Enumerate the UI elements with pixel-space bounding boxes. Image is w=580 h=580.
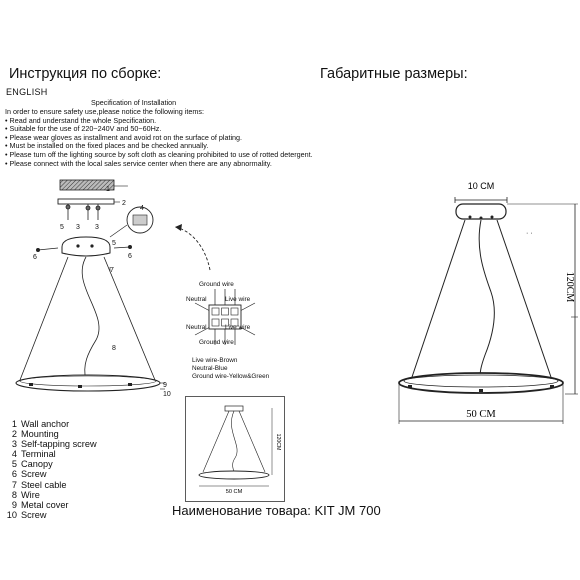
mounting-screws	[66, 204, 100, 220]
power-wire	[82, 257, 99, 380]
callout-1: 1	[106, 186, 110, 193]
spec-line: • Suitable for the use of 220~240V and 50~60Hz.	[5, 124, 162, 134]
wire-legend-line: Ground wire-Yellow&Green	[192, 373, 270, 380]
spec-line: • Read and understand the whole Specification.	[5, 115, 157, 125]
steel-cable-right	[104, 257, 155, 380]
spec-line: • Must be installed on the fixed places and be checked annually.	[5, 141, 209, 151]
callout-8: 8	[112, 345, 116, 352]
wire-legend-line: Live wire-Brown	[192, 357, 238, 364]
parts-item: 3 Self-tapping screw	[11, 439, 97, 450]
height-label: 120CM	[564, 271, 575, 303]
parts-item: 8 Wire	[11, 489, 40, 500]
direction-arrow	[175, 227, 210, 270]
english-label: ENGLISH	[6, 87, 48, 97]
product-name: Наименование товара: KIT JM 700	[172, 503, 381, 518]
ring-width-label: 50 CM	[466, 409, 496, 420]
wire-legend-line: Neutral-Blue	[192, 365, 228, 372]
callout-2: 2	[122, 200, 126, 207]
callout-6b: 6	[128, 253, 132, 260]
parts-item: 1 Wall anchor	[11, 419, 70, 429]
small-width-label: 50 CM	[225, 489, 243, 495]
small-dimension-diagram	[185, 396, 285, 502]
callout-4: 4	[140, 205, 144, 212]
dimensions-heading: Габаритные размеры:	[320, 66, 468, 82]
wire	[479, 220, 494, 380]
wire-legend	[192, 357, 269, 381]
callout-5: 5	[112, 240, 116, 247]
parts-list	[3, 419, 97, 520]
parts-item: 6 Screw	[11, 469, 47, 480]
steel-cable-left	[20, 257, 68, 380]
svg-text:· ·: · ·	[526, 230, 533, 237]
canopy-width-label: 10 CM	[467, 181, 495, 191]
spec-line: In order to ensure safety use,please notice the following items:	[5, 107, 204, 116]
callout-7: 7	[110, 267, 114, 274]
neutral-bottom-label: Neutral	[186, 324, 207, 331]
parts-item: 10 Screw	[6, 509, 47, 520]
parts-item: 5 Canopy	[11, 459, 53, 470]
parts-item: 2 Mounting	[11, 429, 59, 440]
live-wire-bottom-label: Live wire	[225, 324, 251, 331]
dimension-diagram	[395, 180, 580, 430]
spec-line: • Please wear gloves as installment and avoid rot on the surface of plating.	[5, 132, 243, 142]
cable-left	[411, 220, 465, 380]
callout-3: 3	[76, 224, 80, 231]
parts-item: 7 Steel cable	[11, 479, 67, 490]
ground-wire-top-label: Ground wire	[199, 281, 234, 288]
cable-right	[497, 220, 552, 380]
canopy-shape	[62, 237, 110, 256]
callout-6: 6	[33, 254, 37, 261]
callout-10: 10	[163, 391, 171, 398]
spec-line: • Please connect with the local sales service center when there are any abnormality.	[5, 158, 272, 168]
callout-5b: 5	[60, 224, 64, 231]
assembly-heading: Инструкция по сборке:	[9, 66, 162, 82]
ground-wire-bottom-label: Ground wire	[199, 339, 234, 346]
small-height-label: 120CM	[275, 433, 281, 451]
spec-line: • Please turn off the lighting source by soft cloth as cleaning prohibited to use of rotted detergent.	[5, 149, 313, 159]
mounting-plate	[58, 199, 114, 204]
neutral-top-label: Neutral	[186, 296, 207, 303]
parts-item: 4 Terminal	[11, 449, 56, 460]
callout-9: 9	[163, 382, 167, 389]
spec-title: Specification of Installation	[91, 98, 177, 107]
parts-item: 9 Metal cover	[11, 499, 69, 510]
live-wire-top-label: Live wire	[225, 296, 251, 303]
callout-3b: 3	[95, 224, 99, 231]
spec-list	[5, 108, 313, 168]
